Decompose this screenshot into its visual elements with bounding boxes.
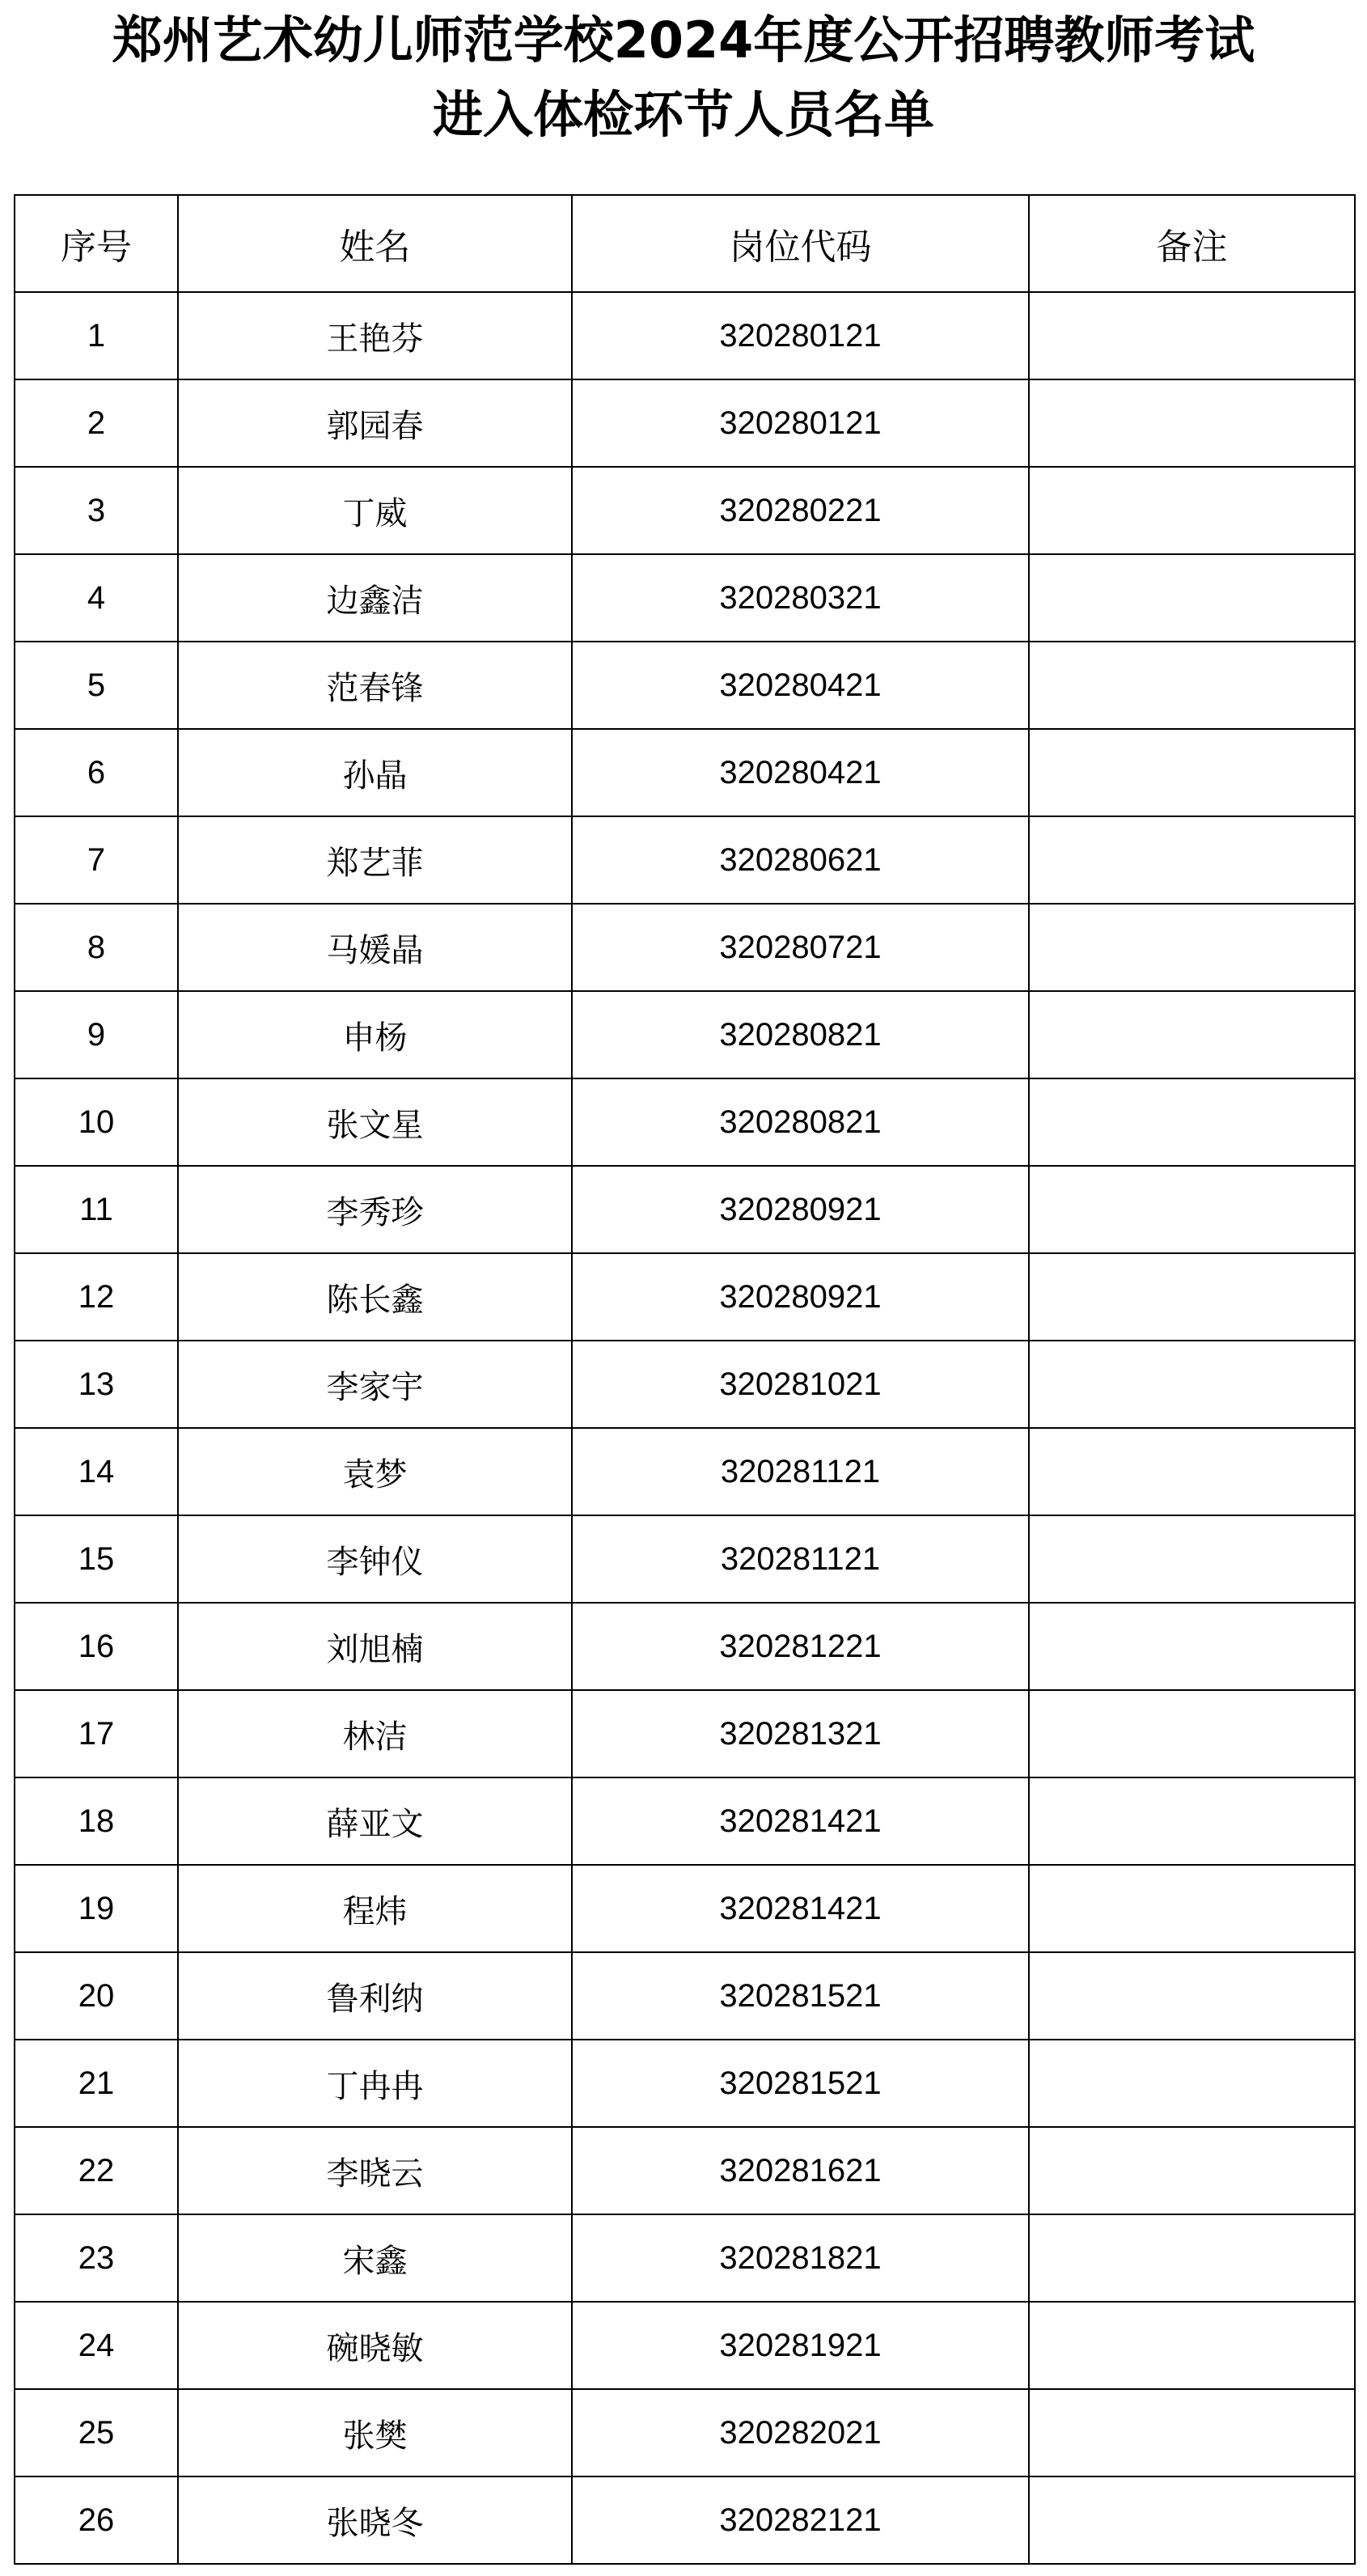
table-row — [15, 1690, 1355, 1777]
cell-position-code: 320281221 — [572, 1603, 1029, 1690]
cell-serial-number: 21 — [15, 2040, 178, 2127]
cell-remarks — [1029, 1865, 1355, 1952]
cell-remarks — [1029, 1428, 1355, 1515]
cell-name: 刘旭楠 — [178, 1603, 572, 1690]
cell-serial-number: 17 — [15, 1690, 178, 1777]
cell-position-code: 320281121 — [572, 1515, 1029, 1603]
cell-serial-number: 14 — [15, 1428, 178, 1515]
cell-serial-number: 11 — [15, 1166, 178, 1253]
cell-position-code: 320280221 — [572, 467, 1029, 554]
cell-name: 边鑫洁 — [178, 554, 572, 642]
cell-name: 李钟仪 — [178, 1515, 572, 1603]
cell-position-code: 320280421 — [572, 729, 1029, 816]
cell-remarks — [1029, 816, 1355, 904]
cell-remarks — [1029, 729, 1355, 816]
table-row — [15, 2214, 1355, 2302]
cell-name: 薛亚文 — [178, 1777, 572, 1865]
cell-position-code: 320281521 — [572, 2040, 1029, 2127]
table-row — [15, 816, 1355, 904]
cell-position-code: 320282021 — [572, 2389, 1029, 2476]
cell-serial-number: 4 — [15, 554, 178, 642]
cell-remarks — [1029, 2214, 1355, 2302]
title-line-2: 进入体检环节人员名单 — [432, 85, 934, 144]
cell-position-code: 320280821 — [572, 991, 1029, 1078]
cell-remarks — [1029, 2389, 1355, 2476]
cell-name: 丁冉冉 — [178, 2040, 572, 2127]
cell-serial-number: 5 — [15, 642, 178, 729]
cell-name: 孙晶 — [178, 729, 572, 816]
cell-serial-number: 23 — [15, 2214, 178, 2302]
table-row — [15, 991, 1355, 1078]
cell-name: 张文星 — [178, 1078, 572, 1166]
cell-serial-number: 19 — [15, 1865, 178, 1952]
cell-position-code: 320281821 — [572, 2214, 1029, 2302]
table-row — [15, 2302, 1355, 2389]
cell-name: 马媛晶 — [178, 904, 572, 991]
roster-table — [14, 194, 1356, 2565]
cell-serial-number: 1 — [15, 292, 178, 379]
table-row — [15, 1428, 1355, 1515]
cell-remarks — [1029, 2302, 1355, 2389]
table-row — [15, 642, 1355, 729]
table-row — [15, 1341, 1355, 1428]
table-row — [15, 554, 1355, 642]
table-row — [15, 379, 1355, 467]
cell-serial-number: 16 — [15, 1603, 178, 1690]
table-row — [15, 729, 1355, 816]
cell-name: 王艳芬 — [178, 292, 572, 379]
table-header-row — [15, 195, 1355, 292]
cell-serial-number: 25 — [15, 2389, 178, 2476]
cell-remarks — [1029, 1952, 1355, 2040]
cell-name: 郑艺菲 — [178, 816, 572, 904]
cell-remarks — [1029, 1603, 1355, 1690]
table-row — [15, 2476, 1355, 2564]
table-row — [15, 2127, 1355, 2214]
cell-remarks — [1029, 904, 1355, 991]
table-row — [15, 1166, 1355, 1253]
cell-name: 李家宇 — [178, 1341, 572, 1428]
cell-serial-number: 6 — [15, 729, 178, 816]
cell-serial-number: 8 — [15, 904, 178, 991]
cell-position-code: 320281521 — [572, 1952, 1029, 2040]
cell-remarks — [1029, 991, 1355, 1078]
table-row — [15, 1777, 1355, 1865]
cell-position-code: 320281921 — [572, 2302, 1029, 2389]
cell-serial-number: 10 — [15, 1078, 178, 1166]
cell-remarks — [1029, 379, 1355, 467]
cell-remarks — [1029, 1777, 1355, 1865]
cell-position-code: 320280821 — [572, 1078, 1029, 1166]
cell-remarks — [1029, 554, 1355, 642]
header-remarks: 备注 — [1029, 195, 1355, 292]
cell-remarks — [1029, 1166, 1355, 1253]
cell-name: 范春锋 — [178, 642, 572, 729]
table-row — [15, 1603, 1355, 1690]
cell-name: 程炜 — [178, 1865, 572, 1952]
cell-position-code: 320280921 — [572, 1253, 1029, 1341]
table-row — [15, 1865, 1355, 1952]
cell-name: 袁梦 — [178, 1428, 572, 1515]
cell-serial-number: 18 — [15, 1777, 178, 1865]
title-line-1: 郑州艺术幼儿师范学校2024年度公开招聘教师考试 — [112, 11, 1255, 70]
cell-serial-number: 20 — [15, 1952, 178, 2040]
cell-position-code: 320280121 — [572, 292, 1029, 379]
cell-position-code: 320281021 — [572, 1341, 1029, 1428]
cell-remarks — [1029, 1515, 1355, 1603]
table-row — [15, 2389, 1355, 2476]
cell-position-code: 320281321 — [572, 1690, 1029, 1777]
cell-position-code: 320280421 — [572, 642, 1029, 729]
cell-remarks — [1029, 642, 1355, 729]
table-row — [15, 467, 1355, 554]
cell-serial-number: 15 — [15, 1515, 178, 1603]
table-row — [15, 1078, 1355, 1166]
table-row — [15, 1952, 1355, 2040]
cell-position-code: 320280121 — [572, 379, 1029, 467]
cell-name: 林洁 — [178, 1690, 572, 1777]
header-serial-number: 序号 — [15, 195, 178, 292]
cell-serial-number: 3 — [15, 467, 178, 554]
cell-position-code: 320281421 — [572, 1865, 1029, 1952]
cell-name: 郭园春 — [178, 379, 572, 467]
cell-position-code: 320280721 — [572, 904, 1029, 991]
header-name: 姓名 — [178, 195, 572, 292]
cell-name: 李秀珍 — [178, 1166, 572, 1253]
cell-position-code: 320281421 — [572, 1777, 1029, 1865]
cell-name: 碗晓敏 — [178, 2302, 572, 2389]
cell-serial-number: 22 — [15, 2127, 178, 2214]
cell-remarks — [1029, 1078, 1355, 1166]
table-row — [15, 292, 1355, 379]
cell-position-code: 320280921 — [572, 1166, 1029, 1253]
cell-remarks — [1029, 467, 1355, 554]
cell-name: 陈长鑫 — [178, 1253, 572, 1341]
cell-remarks — [1029, 2476, 1355, 2564]
cell-serial-number: 2 — [15, 379, 178, 467]
cell-serial-number: 24 — [15, 2302, 178, 2389]
cell-position-code: 320281121 — [572, 1428, 1029, 1515]
cell-name: 宋鑫 — [178, 2214, 572, 2302]
table-row — [15, 1253, 1355, 1341]
cell-serial-number: 7 — [15, 816, 178, 904]
cell-name: 鲁利纳 — [178, 1952, 572, 2040]
cell-serial-number: 13 — [15, 1341, 178, 1428]
cell-position-code: 320280321 — [572, 554, 1029, 642]
cell-remarks — [1029, 1341, 1355, 1428]
cell-name: 李晓云 — [178, 2127, 572, 2214]
table-row — [15, 904, 1355, 991]
cell-position-code: 320282121 — [572, 2476, 1029, 2564]
header-position-code: 岗位代码 — [572, 195, 1029, 292]
cell-serial-number: 26 — [15, 2476, 178, 2564]
cell-remarks — [1029, 2127, 1355, 2214]
cell-position-code: 320280621 — [572, 816, 1029, 904]
cell-name: 申杨 — [178, 991, 572, 1078]
cell-serial-number: 9 — [15, 991, 178, 1078]
cell-remarks — [1029, 2040, 1355, 2127]
cell-serial-number: 12 — [15, 1253, 178, 1341]
table-row — [15, 1515, 1355, 1603]
roster-body — [15, 292, 1355, 2564]
cell-position-code: 320281621 — [572, 2127, 1029, 2214]
table-row — [15, 2040, 1355, 2127]
cell-name: 丁威 — [178, 467, 572, 554]
cell-name: 张樊 — [178, 2389, 572, 2476]
cell-remarks — [1029, 1253, 1355, 1341]
cell-name: 张晓冬 — [178, 2476, 572, 2564]
cell-remarks — [1029, 1690, 1355, 1777]
cell-remarks — [1029, 292, 1355, 379]
